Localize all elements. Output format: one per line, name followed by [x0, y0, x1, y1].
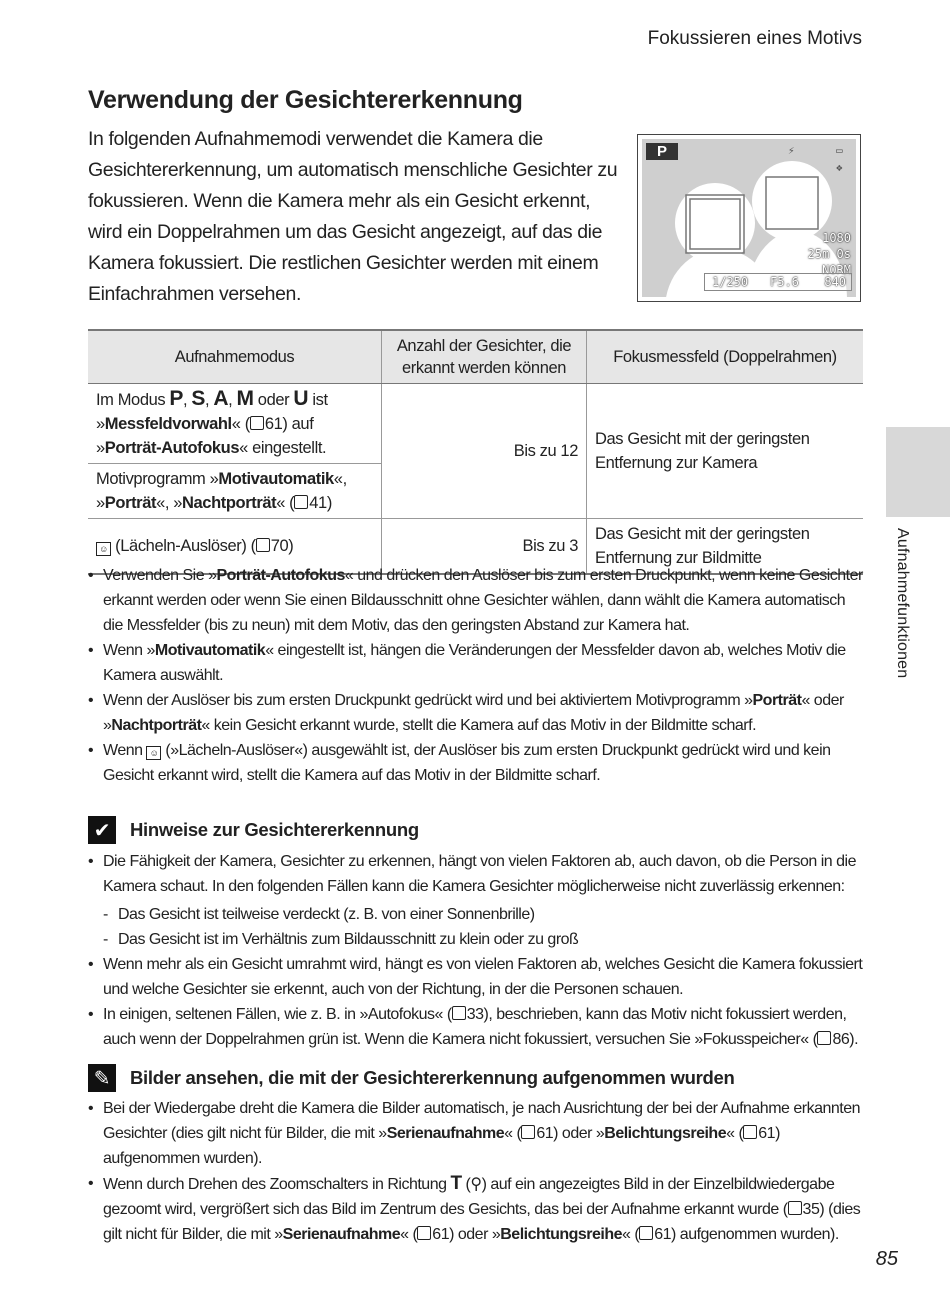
pencil-note-icon: ✎	[88, 1064, 116, 1092]
book-ref-icon	[743, 1125, 757, 1139]
list-item: • Wenn »Motivautomatik« eingestellt ist, hängen die Veränderungen der Messfelder davon ab, welches Motiv die Kamera auswählt.	[88, 638, 863, 688]
chapter-tab	[886, 427, 950, 517]
mode-p-icon: P	[169, 387, 184, 410]
book-ref-icon	[452, 1006, 466, 1020]
zoom-tele-icon: T	[450, 1173, 462, 1194]
movie-time-readout: 25m 0s	[807, 247, 851, 261]
shutter-speed-readout: 1/250	[712, 275, 749, 289]
page-title: Verwendung der Gesichtererkennung	[88, 86, 523, 114]
movie-mode-readout: 1080	[822, 231, 851, 245]
flash-mode-icon: ⚡	[788, 144, 795, 157]
shooting-mode-indicator: P	[646, 143, 678, 160]
check-note-icon: ✔	[88, 816, 116, 844]
note1-list	[88, 849, 863, 1052]
mode-a-icon: A	[213, 387, 229, 410]
list-item: • Verwenden Sie »Porträt-Autofokus« und drücken den Auslöser bis zum ersten Druckpunkt, wenn keine Gesichter erkannt werden oder wenn Sie einen Bildausschnitt ohne Gesichter wählen, dann wählt die Kamera automatisch die Messfelder (bis zu neun) mit dem Motiv, das den geringsten Abstand zur Kamera hat.	[88, 563, 863, 638]
camera-monitor-illustration	[637, 134, 861, 302]
list-item: • In einigen, seltenen Fällen, wie z. B. in »Autofokus« ( 33), beschrieben, kann das Motiv nicht fokussiert werden, auch wenn der Doppelrahmen grün ist. Wenn die Kamera nicht fokussiert, versuchen Sie »Fokusspeicher« ( 86).	[88, 1002, 863, 1052]
page-number: 85	[875, 1248, 898, 1270]
note2-list	[88, 1096, 863, 1247]
list-item: • Wenn durch Drehen des Zoomschalters in Richtung T (⚲) auf ein angezeigtes Bild in der Einzelbildwiedergabe gezoomt wird, vergrößert sich das Bild im Zentrum des Gesichts, das bei der Aufnahme erkannt wurde ( 35) (dies gilt nicht für Bilder, die mit »Serienaufnahme« ( 61) oder »Belichtungsreihe« ( 61) aufgenommen wurden).	[88, 1171, 863, 1247]
chapter-label: Aufnahmefunktionen	[894, 528, 911, 679]
aperture-readout: F5.6	[770, 275, 799, 289]
image-quality-readout: NORM	[822, 263, 851, 277]
list-item: - Das Gesicht ist im Verhältnis zum Bildausschnitt zu klein oder zu groß	[88, 927, 863, 952]
smile-timer-icon: ☺	[146, 746, 161, 760]
book-ref-icon	[817, 1031, 831, 1045]
book-ref-icon	[788, 1201, 802, 1215]
col-header-mode: Aufnahmemodus	[88, 330, 382, 384]
battery-icon: ▭	[836, 144, 843, 157]
mode-cell-smile: ☺ (Lächeln-Auslöser) ( 70)	[88, 519, 382, 575]
mode-cell-scene: Motivprogramm »Motivautomatik«, »Porträt«, »Nachtporträt« ( 41)	[88, 464, 382, 519]
intro-paragraph: In folgenden Aufnahmemodi verwendet die Kamera die Gesichtererkennung, um automatisch menschliche Gesichter zu fokussieren. Wenn die Kamera mehr als ein Gesicht erkennt, wird ein Doppelrahmen um das Gesicht angezeigt, auf das die Kamera fokussiert. Die restlichen Gesichter werden mit einem Einfachrahmen versehen.	[88, 128, 618, 305]
mode-u-icon: U	[293, 387, 309, 410]
note-heading-face-detection: ✔ Hinweise zur Gesichtererkennung	[88, 816, 419, 844]
table-notes-list	[88, 563, 863, 788]
book-ref-icon	[256, 538, 270, 552]
list-item: • Wenn mehr als ein Gesicht umrahmt wird, hängt es von vielen Faktoren ab, welches Gesicht die Kamera fokussiert und welche Gesichter sie erkennt, auch von der Richtung, in der die Personen schauen.	[88, 952, 863, 1002]
col-header-count: Anzahl der Gesichter, die erkannt werden können	[382, 330, 587, 384]
magnify-icon: ⚲	[470, 1176, 482, 1193]
book-ref-icon	[294, 495, 308, 509]
face-count-cell-smile: Bis zu 3	[382, 519, 587, 575]
face-detection-table	[88, 329, 863, 575]
book-ref-icon	[639, 1226, 653, 1240]
list-item: • Bei der Wiedergabe dreht die Kamera die Bilder automatisch, je nach Ausrichtung der bei der Aufnahme erkannten Gesichter (dies gilt nicht für Bilder, die mit »Serienaufnahme« ( 61) oder »Belichtungsreihe« ( 61) aufgenommen wurden).	[88, 1096, 863, 1171]
list-item: • Wenn der Auslöser bis zum ersten Druckpunkt gedrückt wird und bei aktiviertem Motivprogramm »Porträt« oder »Nachtporträt« kein Gesicht erkannt wurde, stellt die Kamera auf das Motiv in der Bildmitte scharf.	[88, 688, 863, 738]
book-ref-icon	[250, 416, 264, 430]
mode-cell-pasmu: Im Modus P, S, A, M oder U ist »Messfeldvorwahl« ( 61) auf »Porträt-Autofokus« eingestellt.	[88, 384, 382, 464]
vr-icon: ❖	[836, 161, 843, 174]
book-ref-icon	[417, 1226, 431, 1240]
mode-m-icon: M	[236, 387, 254, 410]
face-count-cell: Bis zu 12	[382, 384, 587, 519]
list-item: - Das Gesicht ist teilweise verdeckt (z. B. von einer Sonnenbrille)	[88, 902, 863, 927]
frames-remaining-readout: 840	[824, 275, 846, 289]
focus-area-cell: Das Gesicht mit der geringsten Entfernung zur Kamera	[587, 384, 864, 519]
book-ref-icon	[521, 1125, 535, 1139]
col-header-focus-area: Fokusmessfeld (Doppelrahmen)	[587, 330, 864, 384]
note-heading-playback: ✎ Bilder ansehen, die mit der Gesichtererkennung aufgenommen wurden	[88, 1064, 735, 1092]
list-item: • Die Fähigkeit der Kamera, Gesichter zu erkennen, hängt von vielen Faktoren ab, auch davon, ob die Person in die Kamera schaut. In den folgenden Fällen kann die Kamera Gesichter möglicherweise nicht zuverlässig erkennen:	[88, 849, 863, 899]
list-item: • Wenn ☺ (»Lächeln-Auslöser«) ausgewählt ist, der Auslöser bis zum ersten Druckpunkt gedrückt wird und kein Gesicht erkannt wird, stellt die Kamera auf das Motiv in der Bildmitte scharf.	[88, 738, 863, 788]
smile-timer-icon: ☺	[96, 542, 111, 556]
running-header: Fokussieren eines Motivs	[647, 28, 862, 49]
focus-area-cell-smile: Das Gesicht mit der geringsten Entfernung zur Bildmitte	[587, 519, 864, 575]
mode-s-icon: S	[191, 387, 206, 410]
